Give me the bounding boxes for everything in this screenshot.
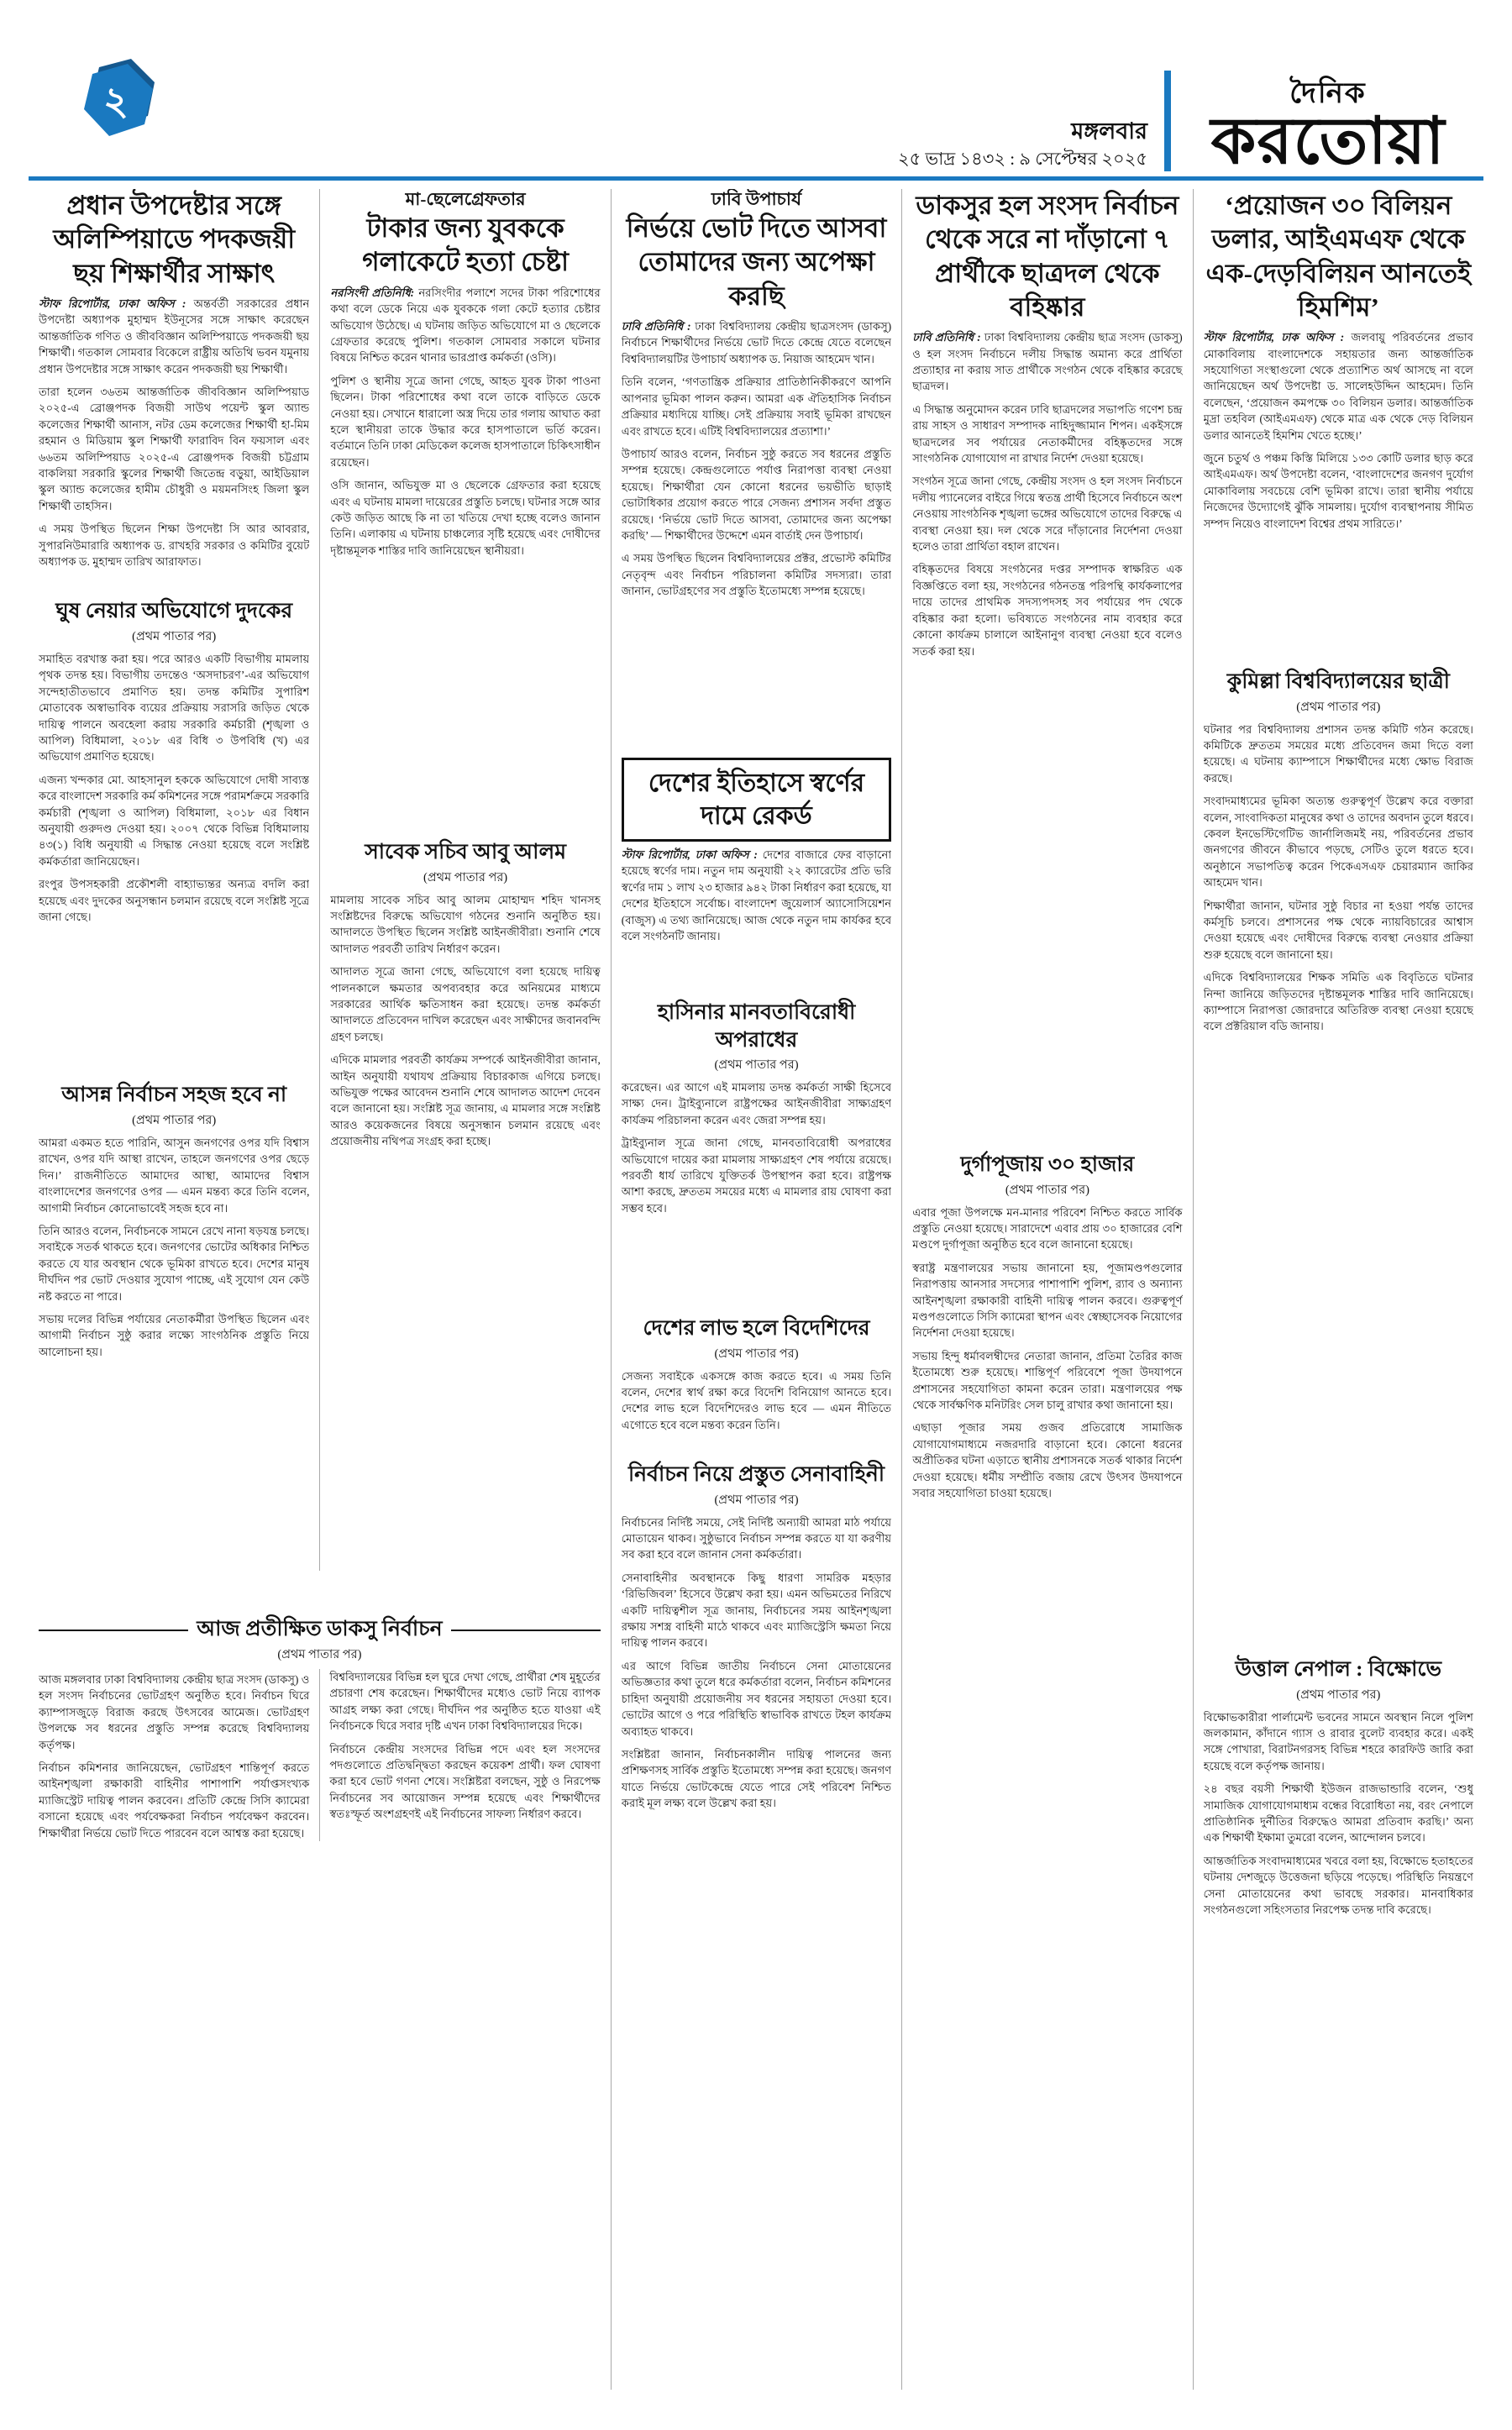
article-body: পুলিশ ও স্থানীয় সূত্রে জানা গেছে, আহত যুবক টাকা পাওনা ছিলেন। টাকা পরিশোধের কথা বলে তাকে বাড়িতে ডেকে নেওয়া হয়। সেখানে ধারালো অস্ত্র দিয়ে তার গলায় আঘাত করা হলে স্থানীয়রা তাকে উদ্ধার করে হাসপাতালে ভর্তি করেন। বর্তমানে তিনি ঢাকা মেডিকেল কলেজ হাসপাতালে চিকিৎসাধীন রয়েছেন।	[330, 374, 601, 469]
continued-from-front: (প্রথম পাতার পর)	[277, 1647, 362, 1661]
article-headline: দুর্গাপূজায় ৩০ হাজার	[960, 1153, 1135, 1176]
article-body: এবার পূজা উপলক্ষে মন-মানার পরিবেশ নিশ্চিত করতে সার্বিক প্রস্তুতি নেওয়া হয়েছে। সারাদেশে এবার প্রায় ৩০ হাজারের বেশি মণ্ডপে দুর্গাপূজা অনুষ্ঠিত হবে বলে জানানো হয়েছে।	[912, 1205, 1183, 1252]
article-headline: নির্ভয়ে ভোট দিতে আসবা তোমাদের জন্য অপেক্ষা করছি	[626, 213, 887, 311]
article-body: জুনে চতুর্থ ও পঞ্চম কিস্তি মিলিয়ে ১৩৩ কোটি ডলার ছাড় করে আইএমএফ। অর্থ উপদেষ্টা বলেন, ‘বাংলাদেশের জনগণ দুর্যোগ মোকাবিলায় সবচেয়ে বেশি ভূমিকা রাখে। তারা স্থানীয় পর্যায়ে নিজেদের উদ্যোগেই ঝুঁকি সামলায়। দুর্যোগ ব্যবস্থাপনায় সীমিত সম্পদ নিয়েও বাংলাদেশ বিশ্বের প্রথম সারিতে।’	[1203, 452, 1473, 530]
continued-from-front: (প্রথম পাতার পর)	[423, 870, 508, 884]
article-byline: স্টাফ রিপোর্টার, ঢাক অফিস :	[1203, 331, 1345, 344]
article-headline: আসন্ন নির্বাচন সহজ হবে না	[61, 1084, 287, 1107]
article-body: স্বরাষ্ট্র মন্ত্রণালয়ের সভায় জানানো হয়, পূজামণ্ডপগুলোর নিরাপত্তায় আনসার সদস্যের পাশাপাশি পুলিশ, র‌্যাব ও অন্যান্য আইনশৃঙ্খলা রক্ষাকারী বাহিনী দায়িত্ব পালন করবে। গুরুত্বপূর্ণ মণ্ডপগুলোতে সিসি ক্যামেরা স্থাপন এবং স্বেচ্ছাসেবক নিয়োগের নির্দেশনা দেওয়া হয়েছে।	[912, 1261, 1183, 1340]
article-foreign-benefit	[622, 1307, 891, 1440]
article-body: সেনাবাহিনীর অবস্থানকে কিছু ধারণা সামরিক মহড়ার ‘রিভিজিবল’ হিসেবে উল্লেখ করা হয়। এমন অভিমতের নিরিখে একটি দায়িত্বশীল সূত্র জানায়, নির্বাচনের সময় আইনশৃঙ্খলা রক্ষায় সশস্ত্র বাহিনী মাঠে থাকবে এবং ম্যাজিস্ট্রেসি ক্ষমতা নিয়ে দায়িত্ব পালন করবে।	[621, 1571, 892, 1650]
column-1	[29, 189, 319, 1608]
article-body: মামলায় সাবেক সচিব আবু আলম মোহাম্মদ শহিদ খানসহ সংশ্লিষ্টদের বিরুদ্ধে অভিযোগ গঠনের শুনানি অনুষ্ঠিত হয়। আদালতে উপস্থিত ছিলেন সংশ্লিষ্ট আইনজীবীরা। শুনানি শেষে আদালত পরবর্তী তারিখ নির্ধারণ করেন।	[330, 893, 601, 955]
hexagon-page-number-icon	[67, 55, 160, 155]
article-headline: সাবেক সচিব আবু আলম	[365, 841, 566, 863]
article-byline: নরসিংদী প্রতিনিধি:	[330, 286, 415, 299]
page-number-badge	[67, 55, 160, 155]
brand-separator-bar	[1164, 71, 1171, 171]
column-5	[1193, 189, 1483, 2390]
article-body: বিক্ষোভকারীরা পার্লামেন্ট ভবনের সামনে অবস্থান নিলে পুলিশ জলকামান, কাঁদানে গ্যাস ও রাবার বুলেট ব্যবহার করে। একই সঙ্গে পোখারা, বিরাটনগরসহ বিভিন্ন শহরে কারফিউ জারি করা হয়েছে বলে কর্তৃপক্ষ জানায়।	[1203, 1710, 1473, 1772]
two-column-body	[39, 1669, 601, 1841]
article-kicker: মা-ছেলেগ্রেফতার	[405, 189, 526, 209]
article-body: এর আগে বিভিন্ন জাতীয় নির্বাচনে সেনা মোতায়েনের অভিজ্ঞতার কথা তুলে ধরে কর্মকর্তারা বলেন, নির্বাচন কমিশনের চাহিদা অনুযায়ী প্রয়োজনীয় সব ধরনের সহায়তা দেওয়া হবে। ভোটের আগে ও পরে পরিস্থিতি স্বাভাবিক রাখতে টহল কার্যক্রম অব্যাহত থাকবে।	[621, 1659, 892, 1738]
article-headline: ঘুষ নেয়ার অভিযোগে দুদকের	[55, 600, 293, 623]
article-body: সমাহিত বরখাস্ত করা হয়। পরে আরও একটি বিভাগীয় মামলায় পৃথক তদন্ত হয়। বিভাগীয় তদন্তেও ‘অসদাচরণ’-এর অভিযোগ সন্দেহাতীতভাবে প্রমাণিত হয়। তদন্ত কমিটির সুপারিশ মোতাবেক অস্বাভাবিক ব্যয়ের প্রক্রিয়ায় সরাসরি জড়িত থেকে দায়িত্ব পালনে অবহেলা করায় সরকারি কর্মচারী (শৃঙ্খলা ও আপিল) বিধিমালা, ২০১৮ এর বিধি ৩ উপবিধি (খ) এর অভিযোগ প্রমাণিত হয়েছে।	[39, 652, 310, 764]
article-chhatradal-expulsion	[912, 189, 1182, 1130]
article-body: ঢাকা বিশ্ববিদ্যালয় কেন্দ্রীয় ছাত্র সংসদ (ডাকসু) ও হল সংসদ নির্বাচনে দলীয় সিদ্ধান্ত অমান্য করে প্রার্থিতা প্রত্যাহার না করায় সাত প্রার্থীকে সংগঠন থেকে বহিষ্কার করেছে ছাত্রদল।	[912, 331, 1183, 393]
article-body: অন্তর্বর্তী সরকারের প্রধান উপদেষ্টা অধ্যাপক মুহাম্মদ ইউনূসের সঙ্গে সাক্ষাৎ করেছেন আন্তর্জাতিক গণিত ও জীববিজ্ঞান অলিম্পিয়াডে পদকজয়ী ছয় শিক্ষার্থী। গতকাল সোমবার বিকেলে রাষ্ট্রীয় অতিথি ভবন যমুনায় প্রধান উপদেষ্টার সঙ্গে সাক্ষাৎ করেন পদকজয়ী ছয় শিক্ষার্থী।	[39, 297, 310, 375]
continued-from-front: (প্রথম পাতার পর)	[1005, 1183, 1089, 1197]
article-body: এ সিদ্ধান্ত অনুমোদন করেন ঢাবি ছাত্রদলের সভাপতি গণেশ চন্দ্র রায় সাহস ও সাধারণ সম্পাদক নাহিদুজ্জামান শিপন। একইসঙ্গে ছাত্রদলের সব পর্যায়ের নেতাকর্মীদের বহিষ্কৃতদের সঙ্গে সাংগঠনিক যোগাযোগ না রাখার নির্দেশ দেওয়া হয়েছে।	[912, 402, 1183, 465]
article-body: আমরা একমত হতে পারিনি, আসুন জনগণের ওপর যদি বিশ্বাস রাখেন, ওপর যদি আস্থা রাখেন, তাহলে জনগণের ওপর ছেড়ে দিন।’ রাজনীতিতে আমাদের আস্থা, আমাদের বিশ্বাস বাংলাদেশের জনগণের ওপর — এমন মন্তব্য করে তিনি বলেন, আগামী নির্বাচন কোনোভাবেই সহজ হবে না।	[39, 1136, 310, 1215]
article-body: করেছেন। এর আগে এই মামলায় তদন্ত কর্মকর্তা সাক্ষী হিসেবে সাক্ষ্য দেন। ট্রাইব্যুনালে রাষ্ট্রপক্ষের আইনজীবীরা সাক্ষ্যগ্রহণ কার্যক্রম পরিচালনা করেন এবং জেরা সম্পন্ন হয়।	[621, 1081, 892, 1126]
article-headline: ডাকসুর হল সংসদ নির্বাচন থেকে সরে না দাঁড়ানো ৭ প্রার্থীকে ছাত্রদল থেকে বহিষ্কার	[916, 191, 1179, 322]
continued-from-front: (প্রথম পাতার পর)	[1296, 700, 1381, 714]
article-nepal-protests	[1204, 1648, 1473, 2354]
article-body: শিক্ষার্থীরা জানান, ঘটনার সুষ্ঠু বিচার না হওয়া পর্যন্ত তাদের কর্মসূচি চলবে। প্রশাসনের পক্ষ থেকে ন্যায়বিচারের আশ্বাস দেওয়া হয়েছে এবং দোষীদের বিরুদ্ধে ব্যবস্থা নেওয়ার প্রক্রিয়া শুরু হয়েছে বলে জানানো হয়।	[1203, 899, 1473, 961]
article-body: সভায় দলের বিভিন্ন পর্যায়ের নেতাকর্মীরা উপস্থিত ছিলেন এবং আগামী নির্বাচন সুষ্ঠু করার লক্ষ্যে সাংগঠনিক প্রস্তুতি নিয়ে আলোচনা হয়।	[39, 1312, 310, 1358]
column-3	[611, 189, 901, 2390]
article-headline: টাকার জন্য যুবককে গলাকেটে হত্যা চেষ্টা	[362, 213, 569, 277]
article-kicker: ঢাবি উপাচার্য	[711, 189, 802, 209]
article-body: এ সময় উপস্থিত ছিলেন শিক্ষা উপদেষ্টা সি আর আবরার, সুপারনিউমারারি অধ্যাপক ড. রাখহরি সরকার ও কমিটির বুয়েট অধ্যাপক ড. মুহাম্মদ তারিখ আরাফাত।	[39, 522, 310, 568]
article-durga-puja-30-thousand	[912, 1143, 1182, 2118]
article-body: তারা হলেন ৩৬তম আন্তর্জাতিক জীববিজ্ঞান অলিম্পিয়াড ২০২৫-এ ব্রোঞ্জপদক বিজয়ী সাউথ পয়েন্ট স্কুল অ্যান্ড কলেজের শিক্ষার্থী আনাস, নটর ডেম কলেজের শিক্ষার্থী হা-মিম রহমান ও মিডিয়াম স্কুল শিক্ষার্থী ফারাবিদ বিন ফয়সাল এবং ৬৬তম অলিম্পিয়াড ২০২৫-এ ব্রোঞ্জপদক বিজয়ী চট্টগ্রাম বাকলিয়া সরকারি স্কুলের শিক্ষার্থী জিতেন্দ্র বড়ুয়া, আইডিয়াল স্কুল অ্যান্ড কলেজের হামীম চৌধুরী ও ময়মনসিংহ জিলা স্কুল শিক্ষার্থী তাহসিন।	[39, 385, 310, 512]
article-headline: প্রধান উপদেষ্টার সঙ্গে অলিম্পিয়াডে পদকজয়ী ছয় শিক্ষার্থীর সাক্ষাৎ	[53, 191, 296, 288]
continued-from-front: (প্রথম পাতার পর)	[1296, 1687, 1381, 1702]
article-vc-vote-without-fear	[622, 189, 891, 739]
article-headline: নির্বাচন নিয়ে প্রস্তুত সেনাবাহিনী	[627, 1463, 885, 1487]
article-headline: দেশের লাভ হলে বিদেশিদের	[643, 1317, 870, 1340]
page-columns	[29, 189, 1483, 2414]
article-body: তিনি বলেন, ‘গণতান্ত্রিক প্রক্রিয়ার প্রাতিষ্ঠানিকীকরণে আপনি আপনার ভূমিকা পালন করুন। আমরা এক ঐতিহাসিক নির্বাচন প্রক্রিয়ার মধ্যদিয়ে যাচ্ছি। সেই প্রক্রিয়ায় সবাই ভূমিকা রাখছেন এবং রাখতে হবে। এটিই বিশ্ববিদ্যালয়ের প্রত্যাশা।’	[621, 375, 892, 438]
article-byline: স্টাফ রিপোর্টার, ঢাকা অফিস :	[39, 297, 186, 310]
article-headline: হাসিনার মানবতাবিরোধী অপরাধের	[657, 1001, 856, 1052]
boxed-headline	[622, 758, 891, 842]
article-body: সভায় হিন্দু ধর্মাবলম্বীদের নেতারা জানান, প্রতিমা তৈরির কাজ ইতোমধ্যে শুরু হয়েছে। শান্তিপূর্ণ পরিবেশে পূজা উদযাপনে প্রশাসনের সহযোগিতা কামনা করেন তারা। মন্ত্রণালয়ের পক্ষ থেকে সার্বক্ষণিক মনিটরিং সেল চালু রাখার কথা জানানো হয়।	[912, 1349, 1183, 1411]
day-of-week: মঙ্গলবার	[1071, 118, 1147, 144]
column-2	[319, 189, 610, 1571]
logo-top-word: দৈনিক	[1289, 78, 1367, 110]
article-body: নরসিংদীর পলাশে সদের টাকা পরিশোধের কথা বলে ডেকে নিয়ে এক যুবককে গলা কেটে হত্যার চেষ্টার অভিযোগ উঠেছে। এ ঘটনায় জড়িত অভিযোগে মা ও ছেলেকে গ্রেফতার করেছে পুলিশ। গতকাল সোমবার সকালে ঘটনার বিষয়ে নিশ্চিত করেন থানার ভারপ্রাপ্ত কর্মকর্তা (ওসি)।	[330, 286, 601, 365]
article-body: এজন্য খন্দকার মো. আহসানুল হককে অভিযোগে দোষী সাব্যস্ত করে বাংলাদেশ সরকারি কর্ম কমিশনের সঙ্গে পরামর্শক্রমে সরকারি কর্মচারী (শৃঙ্খলা ও আপিল) বিধিমালা, ২০১৮ এর বিধান অনুযায়ী গুরুদণ্ড দেওয়া হয়। ২০০৭ থেকে বিভিন্ন বিধিমালায় ৪৩(১) বিধি অনুযায়ী এ সিদ্ধান্ত নেওয়া হয়েছে বলে সংশ্লিষ্ট কর্মকর্তারা জানিয়েছেন।	[39, 773, 310, 868]
article-body: আন্তর্জাতিক সংবাদমাধ্যমের খবরে বলা হয়, বিক্ষোভে হতাহতের ঘটনায় দেশজুড়ে উত্তেজনা ছড়িয়ে পড়েছে। পরিস্থিতি নিয়ন্ত্রণে সেনা মোতায়েনের কথা ভাবছে সরকার। মানবাধিকার সংগঠনগুলো সহিংসতার নিরপেক্ষ তদন্ত দাবি করেছে।	[1203, 1854, 1473, 1916]
article-body: সংগঠন সূত্রে জানা গেছে, কেন্দ্রীয় সংসদ ও হল সংসদ নির্বাচনে দলীয় প্যানেলের বাইরে গিয়ে স্বতন্ত্র প্রার্থী হিসেবে নির্বাচনে অংশ নেওয়ায় সাংগঠনিক শৃঙ্খলা ভঙ্গের অভিযোগে তাদের বিরুদ্ধে এ ব্যবস্থা নেওয়া হয়। দল থেকে সরে দাঁড়ানোর নির্দেশনা দেওয়া হলেও তারা প্রার্থিতা বহাল রাখেন।	[912, 475, 1183, 554]
article-body: ঘটনার পর বিশ্ববিদ্যালয় প্রশাসন তদন্ত কমিটি গঠন করেছে। কমিটিকে দ্রুততম সময়ের মধ্যে প্রতিবেদন জমা দিতে বলা হয়েছে। এ ঘটনায় ক্যাম্পাসে শিক্ষার্থীদের মধ্যে ক্ষোভ বিরাজ করছে।	[1203, 722, 1473, 785]
article-body: বিশ্ববিদ্যালয়ের বিভিন্ন হল ঘুরে দেখা গেছে, প্রার্থীরা শেষ মুহূর্তের প্রচারণা শেষ করেছেন। শিক্ষার্থীদের মধ্যেও ভোট নিয়ে ব্যাপক আগ্রহ লক্ষ্য করা গেছে। দীর্ঘদিন পর অনুষ্ঠিত হতে যাওয়া এই নির্বাচনকে ঘিরে সবার দৃষ্টি এখন ঢাকা বিশ্ববিদ্যালয়ের দিকে।	[329, 1670, 601, 1733]
article-body: ২৪ বছর বয়সী শিক্ষার্থী ইউজন রাজভান্ডারি বলেন, ‘শুধু সামাজিক যোগাযোগমাধ্যম বন্ধের বিরোধিতা নয়, বরং নেপালে প্রাতিষ্ঠানিক দুর্নীতির বিরুদ্ধেও আমরা প্রতিবাদ করছি।’ অন্য এক শিক্ষার্থী ইক্ষামা তুমরো বলেন, আন্দোলন চলবে।	[1203, 1782, 1473, 1845]
article-body: আদালত সূত্রে জানা গেছে, অভিযোগে বলা হয়েছে দায়িত্ব পালনকালে ক্ষমতার অপব্যবহার করে অনিয়মের মাধ্যমে সরকারের আর্থিক ক্ষতিসাধন করা হয়েছে। তদন্ত কর্মকর্তা আদালতে প্রতিবেদন দাখিল করেছেন এবং সাক্ষীদের জবানবন্দি গ্রহণ চলছে।	[330, 965, 601, 1043]
continued-from-front: (প্রথম পাতার পর)	[714, 1346, 799, 1361]
continued-from-front: (প্রথম পাতার পর)	[132, 629, 217, 643]
article-body: নির্বাচনে কেন্দ্রীয় সংসদের বিভিন্ন পদে এবং হল সংসদের পদগুলোতে প্রতিদ্বন্দ্বিতা করছেন কয়েকশ প্রার্থী। ফল ঘোষণা করা হবে ভোট গণনা শেষে। সংশ্লিষ্টরা বলছেন, সুষ্ঠু ও নিরপেক্ষ নির্বাচনের সব আয়োজন সম্পন্ন হয়েছে এবং শিক্ষার্থীদের স্বতঃস্ফূর্ত অংশগ্রহণই এই নির্বাচনের সাফল্য নির্ধারণ করবে।	[329, 1742, 601, 1821]
article-body: ওসি জানান, অভিযুক্ত মা ও ছেলেকে গ্রেফতার করা হয়েছে এবং এ ঘটনায় মামলা দায়েরের প্রস্তুতি চলছে। ঘটনার সঙ্গে আর কেউ জড়িত আছে কি না তা খতিয়ে দেখা হচ্ছে বলেও জানান তিনি। এলাকায় এ ঘটনায় চাঞ্চল্যের সৃষ্টি হয়েছে এবং দোষীদের দৃষ্টান্তমূলক শাস্তির দাবি জানিয়েছেন স্থানীয়রা।	[330, 479, 601, 557]
article-body: জলবায়ু পরিবর্তনের প্রভাব মোকাবিলায় বাংলাদেশকে সহায়তার জন্য আন্তর্জাতিক সহযোগিতা সংস্থাগুলো থেকে প্রত্যাশিত অর্থ আসছে না বলে জানিয়েছেন অর্থ উপদেষ্টা ড. সালেহউদ্দিন আহমেদ। তিনি বলেছেন, ‘প্রয়োজন কমপক্ষে ৩০ বিলিয়ন ডলার। আন্তর্জাতিক মুদ্রা তহবিল (আইএমএফ) থেকে মাত্র এক থেকে দেড় বিলিয়ন ডলার আনতেই হিমশিম খেতে হচ্ছে।’	[1203, 331, 1473, 442]
continued-from-front: (প্রথম পাতার পর)	[714, 1058, 799, 1072]
article-headline: আজ প্রতীক্ষিত ডাকসু নির্বাচন	[39, 1616, 601, 1644]
article-olympiad-students	[39, 189, 309, 576]
article-army-ready-election	[622, 1453, 891, 2327]
article-byline: ঢাবি প্রতিনিধি :	[912, 331, 981, 344]
article-body: এদিকে বিশ্ববিদ্যালয়ের শিক্ষক সমিতি এক বিবৃতিতে ঘটনার নিন্দা জানিয়ে জড়িতদের দৃষ্টান্তমূলক শাস্তির দাবি জানিয়েছে। ক্যাম্পাসে নিরাপত্তা জোরদারে অতিরিক্ত ব্যবস্থা নেওয়া হয়েছে বলে প্রক্টরিয়াল বডি জানায়।	[1203, 971, 1473, 1033]
article-body: এ সময় উপস্থিত ছিলেন বিশ্ববিদ্যালয়ের প্রক্টর, প্রভোস্ট কমিটির নেতৃবৃন্দ এবং নির্বাচন পরিচালনা কমিটির সদস্যরা। তারা জানান, ভোটগ্রহণের সব প্রস্তুতি ইতোমধ্যে সম্পন্ন হয়েছে।	[621, 552, 892, 598]
article-body: আজ মঙ্গলবার ঢাকা বিশ্ববিদ্যালয় কেন্দ্রীয় ছাত্র সংসদ (ডাকসু) ও হল সংসদ নির্বাচনের ভোটগ্রহণ অনুষ্ঠিত হবে। নির্বাচন ঘিরে ক্যাম্পাসজুড়ে বিরাজ করছে উৎসবের আমেজ। ভোটগ্রহণ উপলক্ষে সব ধরনের প্রস্তুতি সম্পন্ন করেছে বিশ্ববিদ্যালয় কর্তৃপক্ষ।	[39, 1672, 310, 1751]
article-body: সেজন্য সবাইকে একসঙ্গে কাজ করতে হবে। এ সময় তিনি বলেন, দেশের স্বার্থ রক্ষা করে বিদেশি বিনিয়োগ আনতে হবে। দেশের লাভ হলে বিদেশিদেরও লাভ হবে — এমন নীতিতে এগোতে হবে বলে মন্তব্য করেন তিনি।	[621, 1369, 892, 1431]
newspaper-logo	[1181, 78, 1475, 178]
article-headline: কুমিল্লা বিশ্ববিদ্যালয়ের ছাত্রী	[1226, 670, 1450, 693]
article-headline: দেশের ইতিহাসে স্বর্ণের দামে রেকর্ড	[648, 769, 865, 830]
column-1-2-span	[29, 1608, 611, 2414]
date-block	[898, 118, 1147, 170]
article-body: নির্বাচন কমিশনার জানিয়েছেন, ভোটগ্রহণ শান্তিপূর্ণ করতে আইনশৃঙ্খলা রক্ষাকারী বাহিনীর পাশাপাশি পর্যাপ্তসংখ্যক ম্যাজিস্ট্রেট দায়িত্ব পালন করবেন। প্রতিটি কেন্দ্রে সিসি ক্যামেরা বসানো হয়েছে এবং পর্যবেক্ষকরা নির্বাচন পর্যবেক্ষণ করবেন। শিক্ষার্থীরা নির্ভয়ে ভোট দিতে পারবেন বলে আশ্বস্ত করা হয়েছে।	[39, 1761, 310, 1840]
article-former-secretary	[330, 831, 600, 1553]
article-headline: ‘প্রয়োজন ৩০ বিলিয়ন ডলার, আইএমএফ থেকে এক-দেড়বিলিয়ন আনতেই হিমশিম’	[1205, 191, 1472, 322]
logo-main-word: করতোয়া	[1210, 105, 1446, 178]
article-murder-attempt	[330, 189, 600, 817]
column-4	[901, 189, 1192, 2390]
article-30-billion-dollars	[1204, 189, 1473, 647]
continued-from-front: (প্রথম পাতার পর)	[714, 1493, 799, 1507]
article-headline: উত্তাল নেপাল : বিক্ষোভে	[1235, 1658, 1442, 1681]
page-number: ২	[103, 80, 129, 123]
article-body: উপাচার্য আরও বলেন, নির্বাচন সুষ্ঠু করতে সব ধরনের প্রস্তুতি সম্পন্ন হয়েছে। কেন্দ্রগুলোতে পর্যাপ্ত নিরাপত্তা ব্যবস্থা নেওয়া হয়েছে। শিক্ষার্থীরা যেন কোনো ধরনের ভয়ভীতি ছাড়াই ভোটাধিকার প্রয়োগ করতে পারে সেজন্য প্রশাসন সর্বদা প্রস্তুত রয়েছে। ‘নির্ভয়ে ভোট দিতে আসবা, তোমাদের জন্য অপেক্ষা করছি’ — শিক্ষার্থীদের উদ্দেশে এমন বার্তাই দেন উপাচার্য।	[621, 447, 892, 542]
article-election-not-easy	[39, 1073, 309, 1594]
article-body: রংপুর উপসহকারী প্রকৌশলী বাহ্যাভ্যন্তর অন্যত্র বদলি করা হয়েছে এবং দুদকের অনুসন্ধান চলমান রয়েছে বলে সংশ্লিষ্ট সূত্রে জানা গেছে।	[39, 878, 310, 923]
article-body: এদিকে মামলার পরবর্তী কার্যক্রম সম্পর্কে আইনজীবীরা জানান, আইন অনুযায়ী যথাযথ প্রক্রিয়ায় বিচারকাজ এগিয়ে চলছে। অভিযুক্ত পক্ষের আবেদন শুনানি শেষে আদালত আদেশ দেবেন বলে জানানো হয়। সংশ্লিষ্ট সূত্র জানায়, এ মামলার সঙ্গে সংশ্লিষ্ট আরও কয়েকজনের বিষয়ে অনুসন্ধান চলমান রয়েছে এবং প্রয়োজনীয় নথিপত্র সংগ্রহ করা হচ্ছে।	[330, 1053, 601, 1148]
article-body: ঢাকা বিশ্ববিদ্যালয় কেন্দ্রীয় ছাত্রসংসদ (ডাকসু) নির্বাচনে শিক্ষার্থীদের নির্ভয়ে ভোট দিতে কেন্দ্রে যেতে বলেছেন বিশ্ববিদ্যালয়টির উপাচার্য অধ্যাপক ড. নিয়াজ আহমেদ খান।	[621, 320, 892, 365]
article-ducsu-election-today	[39, 1608, 601, 1841]
article-body: সংশ্লিষ্টরা জানান, নির্বাচনকালীন দায়িত্ব পালনের জন্য প্রশিক্ষণসহ সার্বিক প্রস্তুতি ইতোমধ্যে সম্পন্ন করা হয়েছে। জনগণ যাতে নির্ভয়ে ভোটকেন্দ্রে যেতে পারে সেই পরিবেশ নিশ্চিত করাই মূল লক্ষ্য বলে উল্লেখ করা হয়।	[621, 1747, 892, 1810]
article-body: এছাড়া পূজার সময় গুজব প্রতিরোধে সামাজিক যোগাযোগমাধ্যমে নজরদারি বাড়ানো হবে। কোনো ধরনের অপ্রীতিকর ঘটনা এড়াতে স্থানীয় প্রশাসনকে সতর্ক থাকার নির্দেশ দেওয়া হয়েছে। ধর্মীয় সম্প্রীতি বজায় রেখে উৎসব উদযাপনে সবার সহযোগিতা চাওয়া হয়েছে।	[912, 1421, 1183, 1499]
article-gold-price-record	[622, 753, 891, 978]
article-byline: ঢাবি প্রতিনিধি :	[621, 320, 691, 333]
continued-from-front: (প্রথম পাতার পর)	[132, 1113, 217, 1127]
article-body: তিনি আরও বলেন, নির্বাচনকে সামনে রেখে নানা ষড়যন্ত্র চলছে। সবাইকে সতর্ক থাকতে হবে। জনগণের ভোটের অধিকার নিশ্চিত করতে যে যার অবস্থান থেকে ভূমিকা রাখতে হবে। দেশের মানুষ দীর্ঘদিন পর ভোট দেওয়ার সুযোগ পাচ্ছে, এই সুযোগ যেন কেউ নষ্ট করতে না পারে।	[39, 1224, 310, 1303]
article-body: ট্রাইব্যুনাল সূত্রে জানা গেছে, মানবতাবিরোধী অপরাধের অভিযোগে দায়ের করা মামলায় সাক্ষ্যগ্রহণ শেষ পর্যায়ে রয়েছে। পরবর্তী ধার্য তারিখে যুক্তিতর্ক উপস্থাপন করা হবে। রাষ্ট্রপক্ষ আশা করছে, দ্রুততম সময়ের মধ্যে এ মামলার রায় ঘোষণা করা সম্ভব হবে।	[621, 1136, 892, 1215]
article-body: সংবাদমাধ্যমের ভূমিকা অত্যন্ত গুরুত্বপূর্ণ উল্লেখ করে বক্তারা বলেন, সাংবাদিকতা মানুষের কথা ও তাদের অবদান তুলে ধরবে। কেবল ইনভেস্টিগেটিভ জার্নালিজমই নয়, পরিবর্তনের প্রভাব জনগণের জীবনে কীভাবে পড়ছে, সেটিও তুলে ধরতে হবে। অনুষ্ঠানে সভাপতিত্ব করেন পিকেএসএফ চেয়ারম্যান জাকির আহমেদ খান।	[1203, 795, 1473, 890]
article-body: নির্বাচনের নির্দিষ্ট সময়ে, সেই নির্দিষ্ট অন্যায়ী আমরা মাঠ পর্যায়ে মোতায়েন থাকব। সুষ্ঠুভাবে নির্বাচন সম্পন্ন করতে যা যা করণীয় সব করা হবে বলে জানান সেনা কর্মকর্তারা।	[621, 1515, 892, 1561]
article-byline: স্টাফ রিপোর্টার, ঢাকা অফিস :	[621, 848, 758, 861]
article-cumilla-university-student	[1204, 660, 1473, 1635]
masthead	[29, 12, 1483, 181]
article-dudok-bribery	[39, 590, 309, 1060]
article-body: বহিষ্কৃতদের বিষয়ে সংগঠনের দপ্তর সম্পাদক স্বাক্ষরিত এক বিজ্ঞপ্তিতে বলা হয়, সংগঠনের গঠনতন্ত্র পরিপন্থি কার্যকলাপের দায়ে তাদের প্রাথমিক সদস্যপদসহ সব পর্যায়ের পদ থেকে বহিষ্কার করা হলো। ভবিষ্যতে সংগঠনের নাম ব্যবহার করে কোনো কার্যক্রম চালালে আইনানুগ ব্যবস্থা নেওয়া হবে বলেও সতর্ক করা হয়।	[912, 563, 1183, 658]
article-body: দেশের বাজারে ফের বাড়ানো হয়েছে স্বর্ণের দাম। নতুন দাম অনুযায়ী ২২ ক্যারেটের প্রতি ভরি স্বর্ণের দাম ১ লাখ ২৩ হাজার ৯৪২ টাকা নির্ধারণ করা হয়েছে, যা দেশের ইতিহাসে সর্বোচ্চ। বাংলাদেশ জুয়েলার্স অ্যাসোসিয়েশন (বাজুস) এ তথ্য জানিয়েছে। আজ থেকে নতুন দাম কার্যকর হবে বলে সংগঠনটি জানায়।	[621, 848, 892, 943]
date-line: ২৫ ভাদ্র ১৪৩২ : ৯ সেপ্টেম্বর ২০২৫	[898, 148, 1147, 169]
article-hasina-crimes	[622, 991, 891, 1294]
